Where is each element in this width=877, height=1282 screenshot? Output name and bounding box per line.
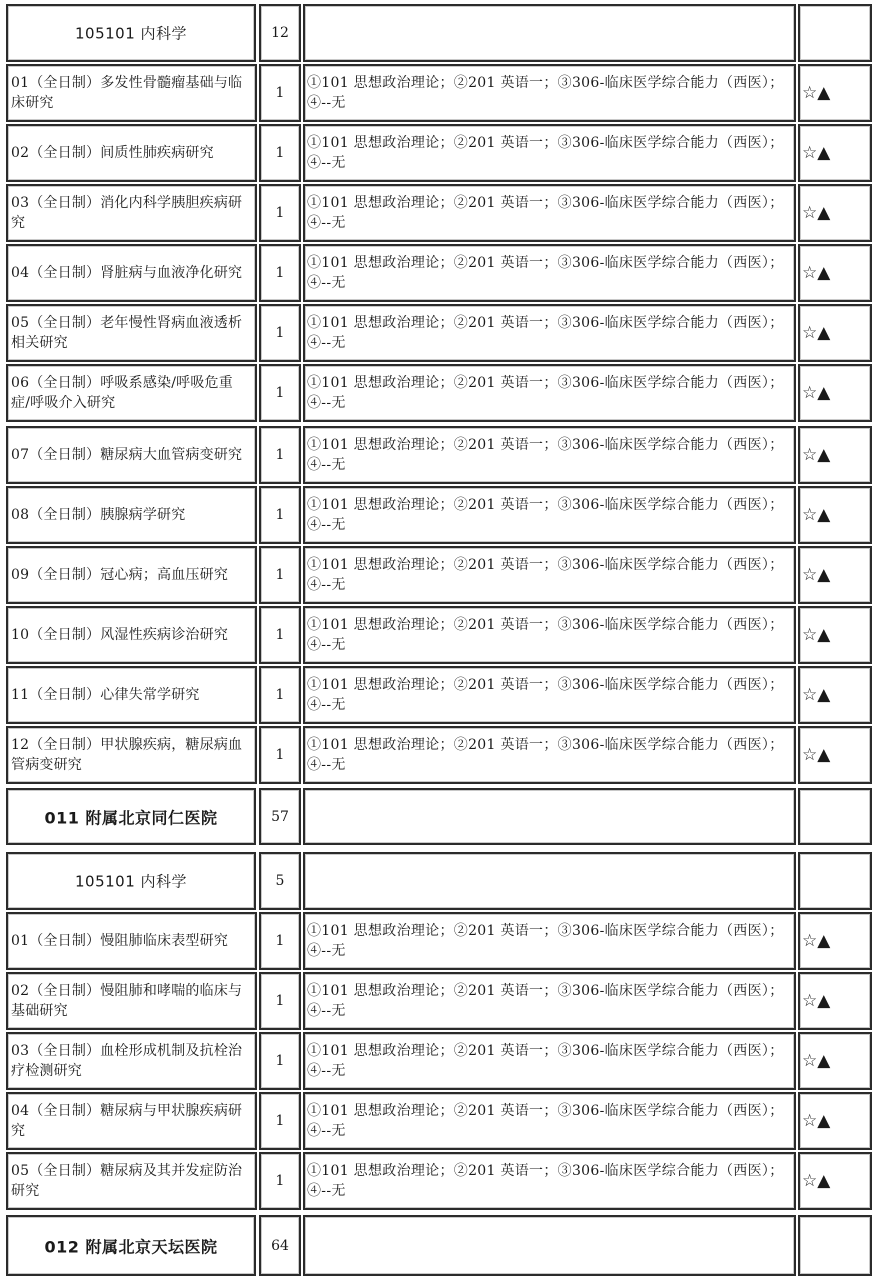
direction-row xyxy=(0,912,877,970)
remark-symbols: ☆▲ xyxy=(802,505,831,525)
direction-row xyxy=(0,726,877,784)
remark-symbols: ☆▲ xyxy=(802,143,831,163)
direction-row xyxy=(0,426,877,484)
direction-quota: 1 xyxy=(275,567,285,583)
direction-name-cell xyxy=(6,1092,257,1150)
direction-quota-cell xyxy=(259,304,301,362)
direction-quota: 1 xyxy=(275,1113,285,1129)
direction-name-cell xyxy=(6,304,257,362)
direction-remark-cell xyxy=(798,364,872,422)
quota-count: 5 xyxy=(275,873,285,889)
direction-name: 04（全日制）肾脏病与血液净化研究 xyxy=(11,265,243,281)
unit-name-cell xyxy=(6,4,256,62)
direction-exam-cell xyxy=(303,426,796,484)
exam-subjects-cell xyxy=(303,4,796,62)
remark-symbols: ☆▲ xyxy=(802,685,831,705)
quota-cell xyxy=(259,4,301,62)
direction-name-cell xyxy=(6,124,257,182)
exam-subjects: ①101 思想政治理论；②201 英语一；③306-临床医学综合能力（西医）；④--无 xyxy=(307,135,784,171)
remark-cell xyxy=(798,4,872,62)
remark-cell xyxy=(798,788,872,845)
direction-name-cell xyxy=(6,486,257,544)
direction-name-cell xyxy=(6,184,257,242)
remark-symbols: ☆▲ xyxy=(802,1051,831,1071)
exam-subjects-cell xyxy=(303,852,796,910)
direction-exam-cell xyxy=(303,184,796,242)
remark-cell xyxy=(798,1215,872,1276)
direction-quota-cell xyxy=(259,486,301,544)
exam-subjects: ①101 思想政治理论；②201 英语一；③306-临床医学综合能力（西医）；④--无 xyxy=(307,375,784,411)
direction-row xyxy=(0,1092,877,1150)
direction-name: 02（全日制）慢阻肺和哮喘的临床与基础研究 xyxy=(11,983,243,1019)
direction-quota: 1 xyxy=(275,507,285,523)
exam-subjects-cell xyxy=(303,788,796,845)
direction-quota-cell xyxy=(259,666,301,724)
direction-exam-cell xyxy=(303,726,796,784)
direction-row xyxy=(0,1032,877,1090)
remark-symbols: ☆▲ xyxy=(802,1171,831,1191)
direction-remark-cell xyxy=(798,726,872,784)
exam-subjects: ①101 思想政治理论；②201 英语一；③306-临床医学综合能力（西医）；④--无 xyxy=(307,983,784,1019)
direction-row xyxy=(0,64,877,122)
direction-name: 07（全日制）糖尿病大血管病变研究 xyxy=(11,447,243,463)
major-name: 105101 内科学 xyxy=(74,872,188,891)
direction-quota: 1 xyxy=(275,265,285,281)
remark-cell xyxy=(798,852,872,910)
exam-subjects: ①101 思想政治理论；②201 英语一；③306-临床医学综合能力（西医）；④--无 xyxy=(307,75,784,111)
exam-subjects: ①101 思想政治理论；②201 英语一；③306-临床医学综合能力（西医）；④--无 xyxy=(307,255,784,291)
unit-name-cell xyxy=(6,788,256,845)
exam-subjects: ①101 思想政治理论；②201 英语一；③306-临床医学综合能力（西医）；④--无 xyxy=(307,617,784,653)
direction-exam-cell xyxy=(303,364,796,422)
direction-name: 06（全日制）呼吸系感染/呼吸危重症/呼吸介入研究 xyxy=(11,375,233,411)
exam-subjects: ①101 思想政治理论；②201 英语一；③306-临床医学综合能力（西医）；④--无 xyxy=(307,737,784,773)
direction-exam-cell xyxy=(303,486,796,544)
exam-subjects: ①101 思想政治理论；②201 英语一；③306-临床医学综合能力（西医）；④--无 xyxy=(307,315,784,351)
direction-quota-cell xyxy=(259,244,301,302)
exam-subjects: ①101 思想政治理论；②201 英语一；③306-临床医学综合能力（西医）；④--无 xyxy=(307,677,784,713)
direction-name-cell xyxy=(6,666,257,724)
direction-exam-cell xyxy=(303,972,796,1030)
direction-quota-cell xyxy=(259,1032,301,1090)
remark-symbols: ☆▲ xyxy=(802,1111,831,1131)
direction-exam-cell xyxy=(303,124,796,182)
direction-quota-cell xyxy=(259,64,301,122)
remark-symbols: ☆▲ xyxy=(802,565,831,585)
direction-name-cell xyxy=(6,546,257,604)
direction-name: 11（全日制）心律失常学研究 xyxy=(11,687,200,703)
direction-name-cell xyxy=(6,1152,257,1210)
direction-exam-cell xyxy=(303,64,796,122)
direction-quota: 1 xyxy=(275,205,285,221)
direction-quota-cell xyxy=(259,1152,301,1210)
quota-cell xyxy=(259,852,301,910)
direction-name: 03（全日制）血栓形成机制及抗栓治疗检测研究 xyxy=(11,1043,243,1079)
hospital-name: 011 附属北京同仁医院 xyxy=(44,808,218,827)
direction-quota-cell xyxy=(259,606,301,664)
direction-row xyxy=(0,184,877,242)
exam-subjects: ①101 思想政治理论；②201 英语一；③306-临床医学综合能力（西医）；④--无 xyxy=(307,1103,784,1139)
direction-remark-cell xyxy=(798,606,872,664)
exam-subjects: ①101 思想政治理论；②201 英语一；③306-临床医学综合能力（西医）；④--无 xyxy=(307,923,784,959)
remark-symbols: ☆▲ xyxy=(802,445,831,465)
exam-subjects-cell xyxy=(303,1215,796,1276)
remark-symbols: ☆▲ xyxy=(802,83,831,103)
remark-symbols: ☆▲ xyxy=(802,263,831,283)
direction-remark-cell xyxy=(798,546,872,604)
direction-name: 10（全日制）风湿性疾病诊治研究 xyxy=(11,627,229,643)
direction-quota: 1 xyxy=(275,385,285,401)
direction-row xyxy=(0,244,877,302)
direction-remark-cell xyxy=(798,184,872,242)
direction-remark-cell xyxy=(798,1032,872,1090)
unit-name-cell xyxy=(6,852,256,910)
direction-exam-cell xyxy=(303,546,796,604)
direction-name-cell xyxy=(6,1032,257,1090)
direction-quota: 1 xyxy=(275,993,285,1009)
direction-quota: 1 xyxy=(275,1053,285,1069)
direction-exam-cell xyxy=(303,1152,796,1210)
direction-exam-cell xyxy=(303,1032,796,1090)
exam-subjects: ①101 思想政治理论；②201 英语一；③306-临床医学综合能力（西医）；④--无 xyxy=(307,1163,784,1199)
exam-subjects: ①101 思想政治理论；②201 英语一；③306-临床医学综合能力（西医）；④--无 xyxy=(307,1043,784,1079)
direction-quota-cell xyxy=(259,726,301,784)
exam-subjects: ①101 思想政治理论；②201 英语一；③306-临床医学综合能力（西医）；④--无 xyxy=(307,437,784,473)
direction-remark-cell xyxy=(798,244,872,302)
direction-row xyxy=(0,546,877,604)
direction-remark-cell xyxy=(798,124,872,182)
direction-name-cell xyxy=(6,426,257,484)
direction-name: 05（全日制）老年慢性肾病血液透析相关研究 xyxy=(11,315,243,351)
major-row xyxy=(0,852,877,910)
direction-name: 08（全日制）胰腺病学研究 xyxy=(11,507,186,523)
direction-exam-cell xyxy=(303,304,796,362)
direction-quota: 1 xyxy=(275,447,285,463)
direction-quota-cell xyxy=(259,1092,301,1150)
direction-row xyxy=(0,304,877,362)
direction-quota: 1 xyxy=(275,933,285,949)
direction-exam-cell xyxy=(303,912,796,970)
direction-remark-cell xyxy=(798,912,872,970)
direction-name: 12（全日制）甲状腺疾病，糖尿病血管病变研究 xyxy=(11,737,243,773)
quota-count: 12 xyxy=(271,25,289,41)
direction-row xyxy=(0,124,877,182)
direction-remark-cell xyxy=(798,426,872,484)
major-name: 105101 内科学 xyxy=(74,24,188,43)
direction-quota-cell xyxy=(259,912,301,970)
remark-symbols: ☆▲ xyxy=(802,991,831,1011)
direction-exam-cell xyxy=(303,244,796,302)
direction-name: 02（全日制）间质性肺疾病研究 xyxy=(11,145,214,161)
direction-name: 09（全日制）冠心病；高血压研究 xyxy=(11,567,229,583)
hospital-name: 012 附属北京天坛医院 xyxy=(44,1237,218,1256)
direction-quota: 1 xyxy=(275,687,285,703)
direction-row xyxy=(0,364,877,422)
direction-exam-cell xyxy=(303,1092,796,1150)
exam-subjects: ①101 思想政治理论；②201 英语一；③306-临床医学综合能力（西医）；④--无 xyxy=(307,195,784,231)
exam-subjects: ①101 思想政治理论；②201 英语一；③306-临床医学综合能力（西医）；④--无 xyxy=(307,497,784,533)
direction-remark-cell xyxy=(798,666,872,724)
direction-name-cell xyxy=(6,364,257,422)
unit-name-cell xyxy=(6,1215,256,1276)
direction-name: 01（全日制）多发性骨髓瘤基础与临床研究 xyxy=(11,75,243,111)
direction-quota-cell xyxy=(259,364,301,422)
remark-symbols: ☆▲ xyxy=(802,203,831,223)
quota-count: 57 xyxy=(271,808,289,825)
direction-quota-cell xyxy=(259,546,301,604)
direction-name-cell xyxy=(6,64,257,122)
direction-name: 03（全日制）消化内科学胰胆疾病研究 xyxy=(11,195,243,231)
remark-symbols: ☆▲ xyxy=(802,625,831,645)
direction-remark-cell xyxy=(798,304,872,362)
direction-name-cell xyxy=(6,912,257,970)
direction-quota: 1 xyxy=(275,1173,285,1189)
direction-row xyxy=(0,606,877,664)
quota-count: 64 xyxy=(271,1237,289,1254)
direction-name-cell xyxy=(6,244,257,302)
exam-subjects: ①101 思想政治理论；②201 英语一；③306-临床医学综合能力（西医）；④--无 xyxy=(307,557,784,593)
direction-quota: 1 xyxy=(275,627,285,643)
direction-name-cell xyxy=(6,972,257,1030)
direction-quota: 1 xyxy=(275,747,285,763)
direction-name-cell xyxy=(6,726,257,784)
direction-remark-cell xyxy=(798,486,872,544)
major-row xyxy=(0,4,877,62)
direction-name: 05（全日制）糖尿病及其并发症防治研究 xyxy=(11,1163,243,1199)
direction-quota-cell xyxy=(259,124,301,182)
direction-quota: 1 xyxy=(275,85,285,101)
direction-quota: 1 xyxy=(275,145,285,161)
direction-exam-cell xyxy=(303,606,796,664)
remark-symbols: ☆▲ xyxy=(802,383,831,403)
direction-name-cell xyxy=(6,606,257,664)
direction-quota-cell xyxy=(259,972,301,1030)
direction-remark-cell xyxy=(798,1152,872,1210)
quota-cell xyxy=(259,788,301,845)
remark-symbols: ☆▲ xyxy=(802,745,831,765)
direction-quota: 1 xyxy=(275,325,285,341)
direction-quota-cell xyxy=(259,184,301,242)
direction-remark-cell xyxy=(798,972,872,1030)
direction-remark-cell xyxy=(798,64,872,122)
quota-cell xyxy=(259,1215,301,1276)
direction-quota-cell xyxy=(259,426,301,484)
direction-exam-cell xyxy=(303,666,796,724)
hospital-row xyxy=(0,788,877,845)
hospital-row xyxy=(0,1215,877,1276)
direction-row xyxy=(0,486,877,544)
remark-symbols: ☆▲ xyxy=(802,931,831,951)
direction-row xyxy=(0,1152,877,1210)
remark-symbols: ☆▲ xyxy=(802,323,831,343)
direction-name: 04（全日制）糖尿病与甲状腺疾病研究 xyxy=(11,1103,243,1139)
direction-name: 01（全日制）慢阻肺临床表型研究 xyxy=(11,933,229,949)
direction-row xyxy=(0,666,877,724)
direction-remark-cell xyxy=(798,1092,872,1150)
direction-row xyxy=(0,972,877,1030)
